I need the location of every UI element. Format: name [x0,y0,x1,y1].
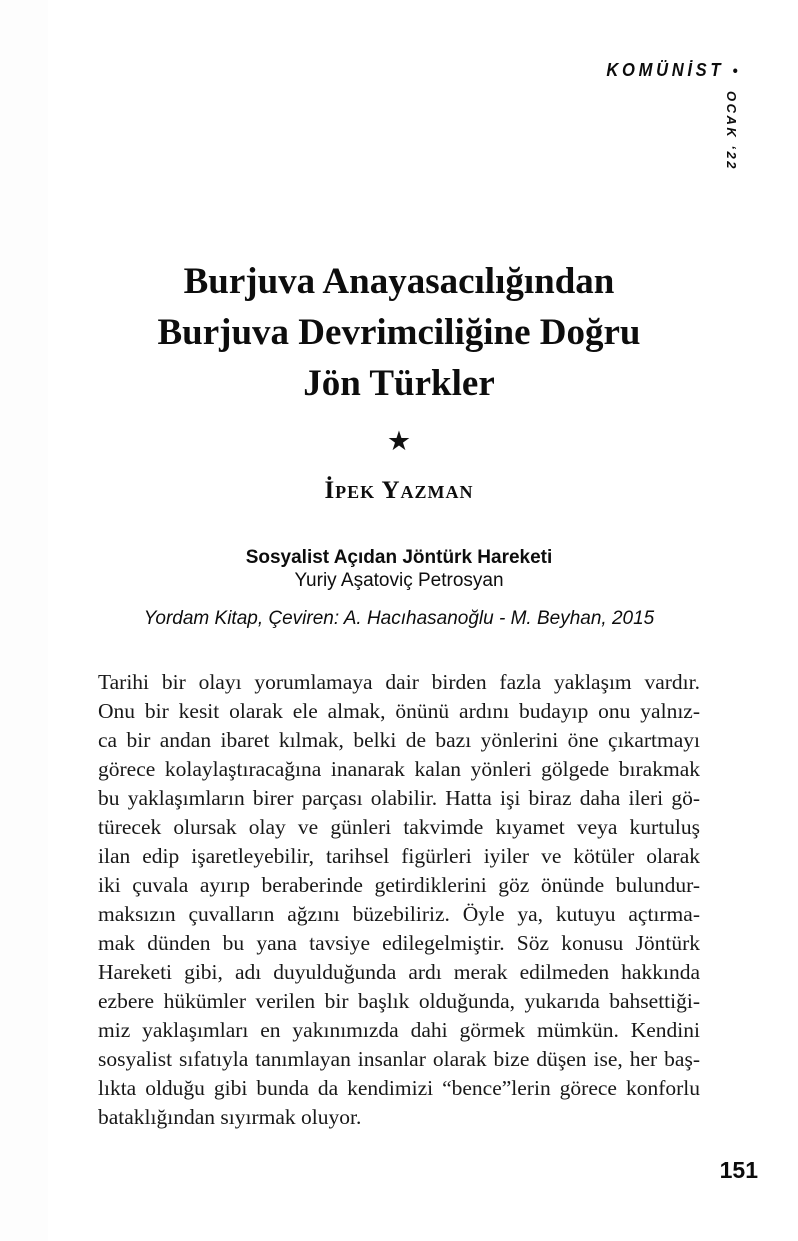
article-title-line: Burjuva Anayasacılığından [183,261,615,302]
body-line: maksızın çuvalların ağzını büzebiliriz. Öyle ya, kutuyu açtırma- [98,902,700,926]
book-reference [49,546,749,630]
body-line: bu yaklaşımların birer parçası olabilir. Hatta işi biraz daha ileri gö- [98,786,700,810]
body-line: Onu bir kesit olarak ele almak, önünü ardını budayıp onu yalnız- [98,699,700,723]
book-author: Yuriy Aşatoviç Petrosyan [294,570,504,591]
journal-title: KOMÜNİST [606,60,725,80]
body-line: türecek olursak olay ve günleri takvimde kıyamet veya kurtuluş [98,815,700,839]
page-edge-shading [0,0,48,1241]
body-line: ezbere hükümler verilen bir başlık olduğunda, yukarıda bahsettiği- [98,989,700,1013]
body-line: lıkta olduğu gibi bunda da kendimizi “bence”lerin görece konforlu [98,1076,700,1100]
body-line: sosyalist sıfatıyla tanımlayan insanlar olarak bize düşen ise, her baş- [98,1047,700,1071]
article-title [49,256,749,409]
body-line: görece kolaylaştıracağına inanarak kalan yönleri gölgede bırakmak [98,757,700,781]
body-line: bataklığından sıyırmak oluyor. [98,1105,362,1129]
body-line: ca bir andan ibaret kılmak, belki de bazı yönlerini öne çıkartmayı [98,728,700,752]
body-line: miz yaklaşımları en yakınımızda dahi görmek mümkün. Kendini [98,1018,700,1042]
body-line: iki çuvala ayırıp beraberinde getirdiklerini göz önünde bulundur- [98,873,700,897]
book-publisher-line: Yordam Kitap, Çeviren: A. Hacıhasanoğlu - M. Beyhan, 2015 [143,608,655,629]
article-title-line: Burjuva Devrimciliğine Doğru [157,312,641,353]
issue-date-vertical: OCAK ‘22 [724,91,739,171]
article-title-line: Jön Türkler [303,363,495,404]
page-header [607,60,738,81]
article-body [98,668,700,1132]
page-number: 151 [719,1157,758,1183]
star-divider-icon: ★ [386,426,412,456]
body-line: mak dünden bu yana tavsiye edilegelmiştir. Söz konusu Jöntürk [98,931,700,955]
book-title: Sosyalist Açıdan Jöntürk Hareketi [245,547,553,568]
author-name: İpek Yazman [324,477,474,504]
body-line: ilan edip işaretleyebilir, tarihsel figürleri iyiler ve kötüler olarak [98,844,700,868]
body-line: Hareketi gibi, adı duyulduğunda ardı merak edilmeden hakkında [98,960,700,984]
bullet-icon: • [732,63,738,80]
body-line: Tarihi bir olayı yorumlamaya dair birden fazla yaklaşım vardır. [98,670,700,694]
